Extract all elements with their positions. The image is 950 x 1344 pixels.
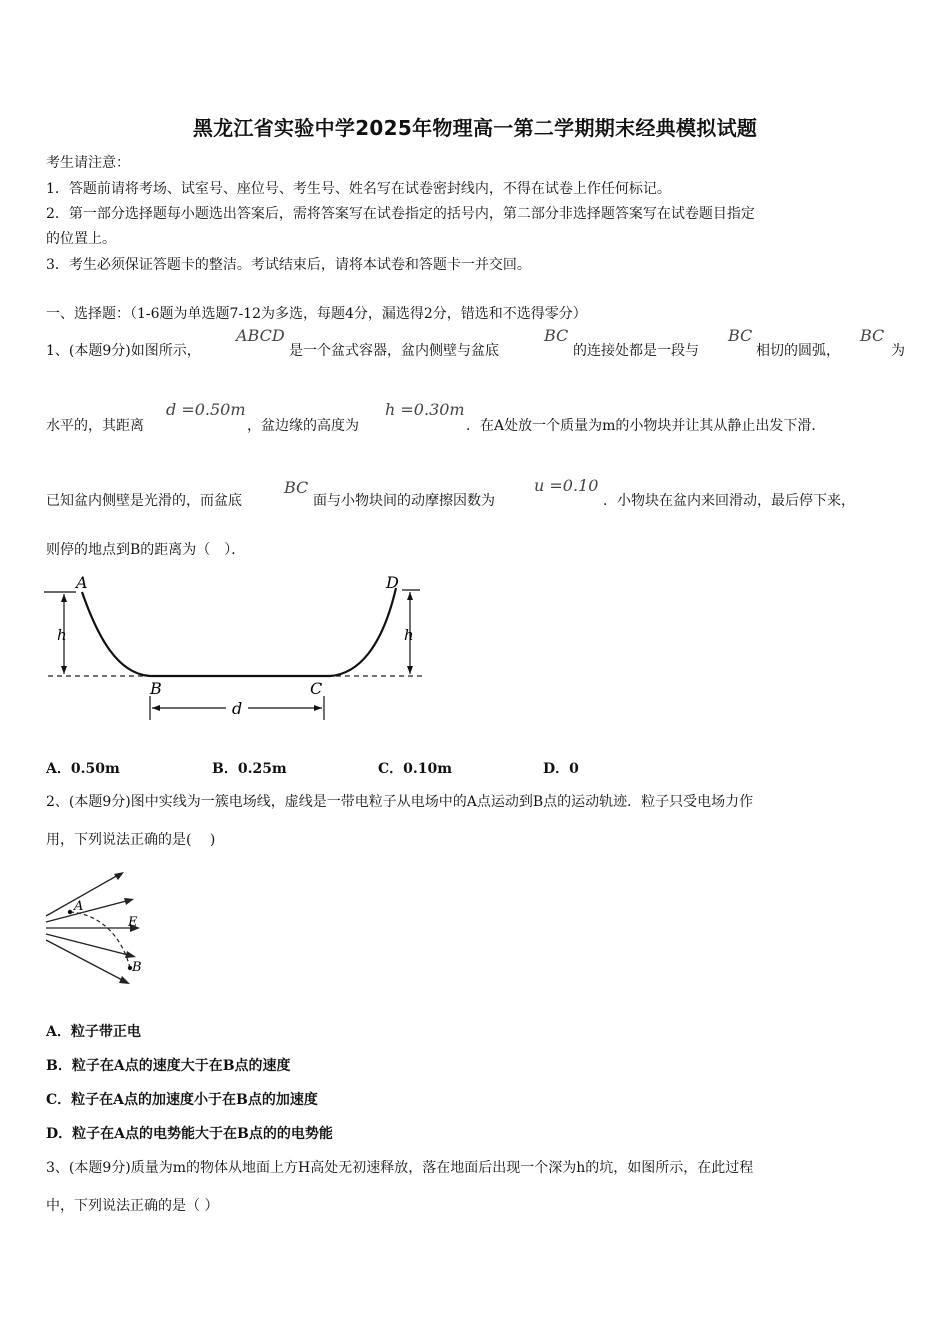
q1-option-c[interactable]: C．0.10m [378,761,453,777]
notice-item: 1．答题前请将考场、试室号、座位号、考生号、姓名写在试卷密封线内，不得在试卷上作任何标记。 [46,181,671,197]
q1-question: 则停的地点到B的距离为（ ）． [46,542,246,558]
electric-field-figure [40,866,150,991]
point-a [68,910,72,914]
arrow-head [124,898,134,905]
label-h-left: h [57,626,67,644]
q1-math-bc: BC [728,326,753,345]
page-title: 黑龙江省实验中学2025年物理高一第二学期期末经典模拟试题 [192,116,758,140]
q1-text: ，盆边缘的高度为 [247,418,359,434]
q1-text: 面与小物块间的动摩擦因数为 [313,493,495,509]
q2-stem: 用，下列说法正确的是( ) [46,832,216,848]
notice-heading: 考生请注意： [46,155,130,171]
arrow-head [61,666,67,674]
q2-option-d[interactable]: D．粒子在A点的电势能大于在B点的的电势能 [46,1126,333,1142]
arrow-head [119,976,130,984]
trajectory [70,912,130,968]
arrow-head [407,592,413,600]
field-line [46,900,130,922]
section-heading: 一、选择题：（1-6题为单选题7-12为多选，每题4分，漏选得2分，错选和不选得零分） [46,306,587,322]
q1-text: ．在A处放一个质量为m的小物块并让其从静止出发下滑． [466,418,826,434]
arrow-head [125,951,136,958]
q1-text: 为 [891,343,905,359]
arrow-head [314,705,322,711]
label-d: D [386,573,399,592]
q1-math-bc: BC [544,326,569,345]
q1-prefix: 1、(本题9分)如图所示， [46,343,201,359]
q3-stem: 中，下列说法正确的是（ ） [46,1198,219,1214]
label-d-distance: d [232,699,243,718]
q1-text: 的连接处都是一段与 [573,343,699,359]
q1-math-bc: BC [860,326,885,345]
label-c: C [310,679,323,698]
q1-text: 水平的，其距离 [46,418,144,434]
label-b: B [132,960,142,975]
arrow-head [114,872,124,880]
q2-option-a[interactable]: A．粒子带正电 [46,1024,141,1040]
label-a: A [76,573,88,592]
q1-math-abcd: ABCD [236,326,285,345]
notice-item: 2．第一部分选择题每小题选出答案后，需将答案写在试卷指定的括号内，第二部分非选择题答案写在试卷题目指定 [46,206,755,222]
q2-option-c[interactable]: C．粒子在A点的加速度小于在B点的加速度 [46,1092,318,1108]
q1-text: 是一个盆式容器，盆内侧壁与盆底 [289,343,499,359]
arrow-head [407,666,413,674]
q1-math-bc: BC [284,478,309,497]
notice-item: 的位置上。 [46,231,116,247]
q1-math-mu: u =0.10 [534,476,599,495]
field-line [46,940,126,982]
label-b: B [150,679,162,698]
label-e: E [128,915,138,930]
q1-option-d[interactable]: D．0 [543,761,579,777]
basin-outline [82,588,396,676]
label-h-right: h [404,626,414,644]
field-line [46,934,132,956]
q1-text: ．小物块在盆内来回滑动，最后停下来， [603,493,855,509]
q1-math-d: d =0.50m [166,400,246,419]
q1-text: 已知盆内侧壁是光滑的，而盆底 [46,493,242,509]
q1-math-h: h =0.30m [385,400,465,419]
q2-stem: 2、(本题9分)图中实线为一簇电场线，虚线是一带电粒子从电场中的A点运动到B点的运动轨迹．粒子只受电场力作 [46,794,754,810]
arrow-head [152,705,160,711]
arrow-head [61,594,67,602]
q2-option-b[interactable]: B．粒子在A点的速度大于在B点的速度 [46,1058,291,1074]
q3-stem: 3、(本题9分)质量为m的物体从地面上方H高处无初速释放，落在地面后出现一个深为h的坑，如图所示，在此过程 [46,1160,754,1176]
q1-text: 相切的圆弧， [756,343,840,359]
notice-item: 3．考生必须保证答题卡的整洁。考试结束后，请将本试卷和答题卡一并交回。 [46,257,531,273]
basin-figure [40,568,440,733]
q1-option-b[interactable]: B．0.25m [212,761,287,777]
q1-option-a[interactable]: A．0.50m [46,761,120,777]
label-a: A [74,899,84,914]
